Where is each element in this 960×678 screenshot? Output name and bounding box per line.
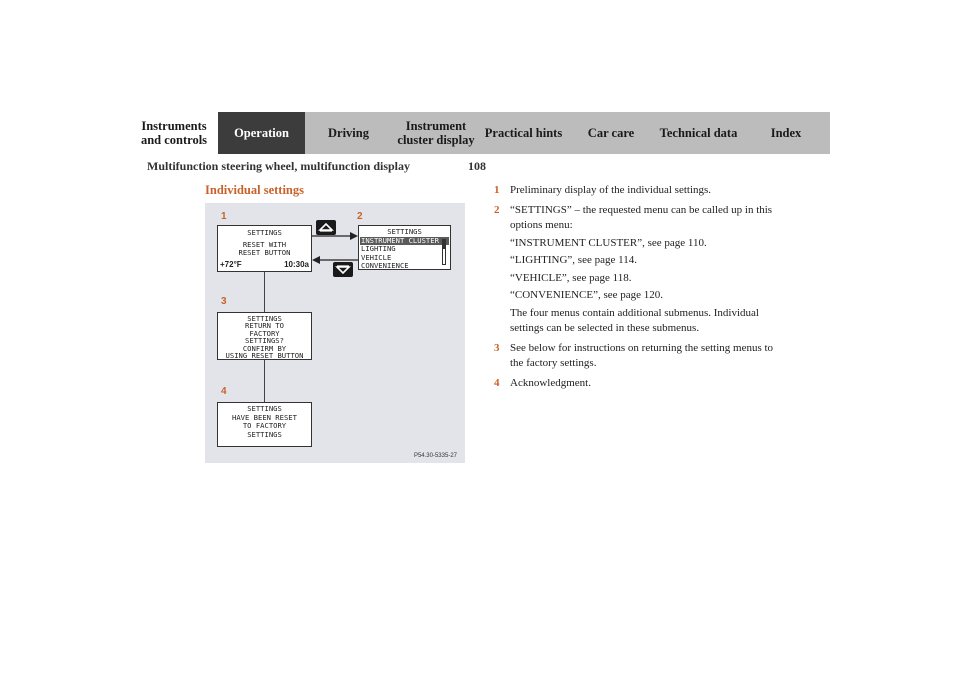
- figure-reference-code: P54.30-5335-27: [413, 453, 457, 459]
- display-line: SETTINGS: [247, 429, 282, 439]
- section-title: Individual settings: [205, 183, 304, 197]
- step-4: [494, 376, 774, 394]
- display-line: CONFIRM BY: [242, 343, 287, 353]
- display-line: SETTINGS?: [245, 336, 284, 346]
- menu-scrollbar: [442, 239, 446, 265]
- settings-display-figure: [205, 203, 465, 463]
- menu-reference-instrument-cluster: “INSTRUMENT CLUSTER”, see page 110.: [510, 236, 707, 249]
- clock-readout: 10:30a: [284, 260, 309, 270]
- menu-reference-vehicle: “VEHICLE”, see page 118.: [510, 271, 632, 284]
- figure-label-2: 2: [357, 211, 363, 222]
- steering-wheel-down-button-icon: [333, 262, 353, 277]
- display-screen-2: [358, 225, 451, 270]
- step-text: The four menus contain additional submenus. Individual settings can be selected in these submenus.: [510, 306, 759, 334]
- tab-operation[interactable]: Operation: [218, 112, 305, 154]
- step-text: Acknowledgment.: [510, 376, 591, 389]
- display-line: RETURN TO: [245, 321, 284, 331]
- display-line: USING RESET BUTTON: [225, 351, 304, 361]
- step-text: Preliminary display of the individual settings.: [510, 184, 712, 196]
- status-row: [220, 261, 309, 270]
- step-number: 4: [494, 376, 500, 389]
- running-head: Multifunction steering wheel, multifunction display: [147, 159, 411, 173]
- menu-item-instrument-cluster: INSTRUMENT CLUSTER: [360, 237, 449, 246]
- display-line: SETTINGS: [247, 314, 282, 323]
- display-line: RESET WITH: [242, 239, 287, 249]
- tab-instrument-cluster-display[interactable]: Instrument cluster display: [392, 112, 480, 154]
- tab-instruments-and-controls[interactable]: Instruments and controls: [130, 112, 218, 154]
- menu-item-lighting: LIGHTING: [361, 244, 396, 254]
- temperature-readout: +72°F: [220, 260, 242, 270]
- step-number: 1: [494, 184, 500, 196]
- tab-technical-data[interactable]: Technical data: [655, 112, 742, 154]
- menu-reference-lighting: “LIGHTING”, see page 114.: [510, 254, 637, 266]
- display-line: FACTORY: [249, 328, 280, 338]
- display-screen-4: [217, 402, 312, 447]
- step-3: [494, 341, 774, 374]
- display-screen-1: [217, 225, 312, 272]
- display-line: SETTINGS: [247, 404, 282, 413]
- figure-label-1: 1: [221, 211, 227, 222]
- tab-car-care[interactable]: Car care: [567, 112, 655, 154]
- display-line: SETTINGS: [247, 228, 282, 237]
- step-text: “SETTINGS” – the requested menu can be called up in this options menu:: [510, 204, 773, 231]
- step-1: [494, 183, 774, 201]
- menu-reference-convenience: “CONVENIENCE”, see page 120.: [510, 289, 664, 301]
- chapter-tab-bar: [130, 112, 830, 154]
- display-line: RESET BUTTON: [238, 248, 291, 258]
- step-2: [494, 203, 774, 338]
- steering-wheel-up-button-icon: [316, 220, 336, 235]
- figure-label-3: 3: [221, 296, 227, 307]
- tab-index[interactable]: Index: [742, 112, 830, 154]
- instruction-steps: [494, 183, 774, 396]
- figure-label-4: 4: [221, 386, 227, 397]
- display-screen-3: [217, 312, 312, 360]
- display-line: HAVE BEEN RESET: [232, 412, 297, 422]
- page-number: 108: [468, 159, 486, 173]
- display-line: TO FACTORY: [242, 421, 287, 431]
- step-number: 2: [494, 204, 500, 216]
- step-number: 3: [494, 341, 500, 354]
- tab-practical-hints[interactable]: Practical hints: [480, 112, 567, 154]
- menu-item-vehicle: VEHICLE: [361, 252, 392, 262]
- step-text: See below for instructions on returning the setting menus to the factory settings.: [510, 341, 774, 369]
- menu-title: SETTINGS: [387, 227, 422, 236]
- tab-driving[interactable]: Driving: [305, 112, 392, 154]
- scrollbar-thumb: [443, 240, 445, 249]
- menu-item-convenience: CONVENIENCE: [361, 261, 409, 271]
